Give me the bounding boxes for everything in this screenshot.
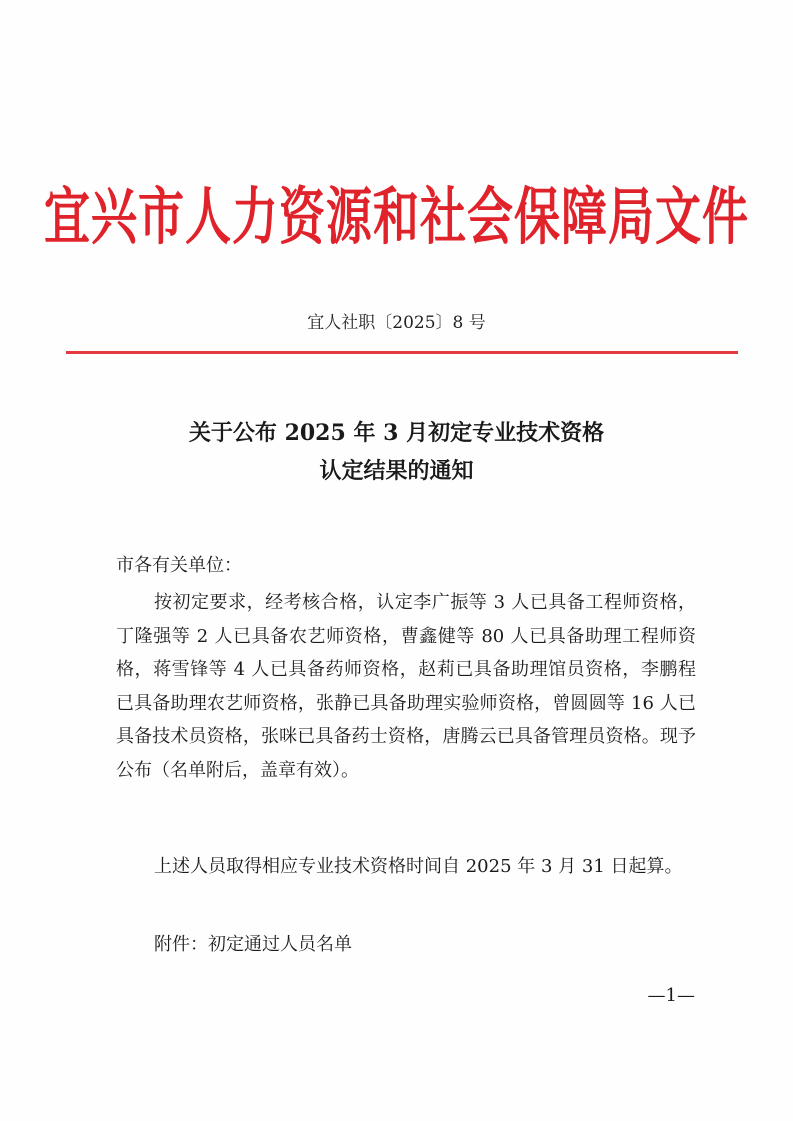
attachment-line: 附件：初定通过人员名单	[154, 934, 352, 955]
body-paragraph-2: 上述人员取得相应专业技术资格时间自 2025 年 3 月 31 日起算。	[154, 856, 683, 877]
notice-title-line-2: 认定结果的通知	[319, 458, 474, 484]
notice-title	[0, 414, 793, 490]
page-number: —1—	[647, 985, 695, 1006]
issuing-authority-header: 宜兴市人力资源和社会保障局文件	[44, 180, 749, 254]
body-paragraph-1: 按初定要求，经考核合格，认定李广振等 3 人已具备工程师资格，丁隆强等 2 人已具备农艺师资格，曹鑫健等 80 人已具备助理工程师资格，蒋雪锋等 4 人已具备药师资格，赵莉已具备助理馆员资格，李鹏程已具备助理农艺师资格，张静已具备助理实验师资格，曾圆圆等 16 人已具备技术员资格，张咪已具备药士资格，唐腾云已具备管理员资格。现予公布（名单附后，盖章有效）。	[116, 592, 696, 781]
salutation: 市各有关单位：	[116, 555, 242, 576]
red-header-divider	[66, 351, 738, 354]
notice-title-line-1: 关于公布 2025 年 3 月初定专业技术资格	[188, 420, 605, 446]
document-number: 宜人社职〔2025〕8 号	[307, 313, 486, 333]
